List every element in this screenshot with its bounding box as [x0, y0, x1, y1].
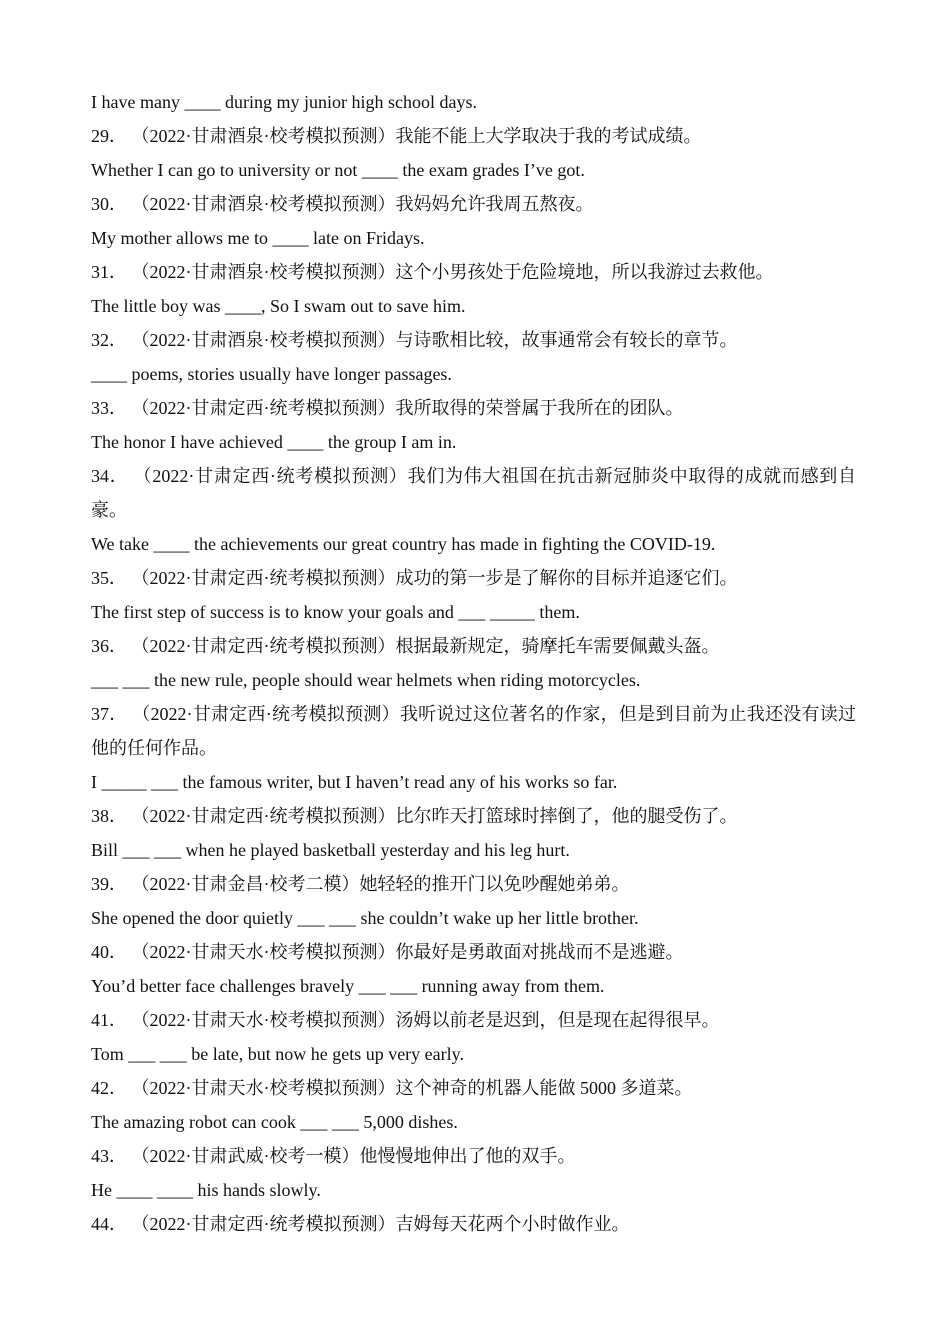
- question-source: （2022·甘肃定西·统考模拟预测）: [131, 568, 396, 588]
- question-chinese-text: 我能不能上大学取决于我的考试成绩。: [395, 126, 702, 146]
- answer-sentence: The little boy was ____, So I swam out to save him.: [91, 296, 466, 316]
- question-prompt: [91, 935, 856, 969]
- answer-sentence: I _____ ___ the famous writer, but I haven’t read any of his works so far.: [91, 772, 618, 792]
- question-chinese-text: 汤姆以前老是迟到，但是现在起得很早。: [395, 1010, 720, 1030]
- question-prompt: [91, 1003, 856, 1037]
- question-number: 31．: [91, 262, 127, 282]
- question-chinese-text: 我听说过这位著名的作家，但是到目前为止我还没有读过他的任何作品。: [91, 704, 857, 758]
- question-source: （2022·甘肃定西·统考模拟预测）: [133, 466, 408, 486]
- answer-sentence: She opened the door quietly ___ ___ she couldn’t wake up her little brother.: [91, 908, 639, 928]
- question-prompt: [91, 1207, 856, 1241]
- answer-sentence: ___ ___ the new rule, people should wear helmets when riding motorcycles.: [91, 670, 641, 690]
- question-number: 39．: [91, 874, 127, 894]
- question-source: （2022·甘肃天水·校考模拟预测）: [131, 1078, 396, 1098]
- question-chinese-text: 比尔昨天打篮球时摔倒了，他的腿受伤了。: [395, 806, 738, 826]
- question-chinese-text: 我所取得的荣誉属于我所在的团队。: [395, 398, 684, 418]
- question-prompt: [91, 187, 856, 221]
- question-chinese-text: 吉姆每天花两个小时做作业。: [395, 1214, 630, 1234]
- answer-sentence: The amazing robot can cook ___ ___ 5,000 dishes.: [91, 1112, 458, 1132]
- question-source: （2022·甘肃酒泉·校考模拟预测）: [131, 330, 396, 350]
- question-source: （2022·甘肃酒泉·校考模拟预测）: [131, 126, 396, 146]
- question-number: 33．: [91, 398, 127, 418]
- question-prompt: [91, 697, 856, 765]
- question-number: 29．: [91, 126, 127, 146]
- question-chinese-text: 我们为伟大祖国在抗击新冠肺炎中取得的成就而感到自豪。: [91, 466, 857, 520]
- answer-sentence: The honor I have achieved ____ the group I am in.: [91, 432, 457, 452]
- question-prompt: [91, 391, 856, 425]
- question-number: 42．: [91, 1078, 127, 1098]
- question-source: （2022·甘肃定西·统考模拟预测）: [131, 1214, 396, 1234]
- question-source: （2022·甘肃定西·统考模拟预测）: [131, 806, 396, 826]
- exercise-list: [91, 85, 856, 1241]
- question-chinese-text: 成功的第一步是了解你的目标并追逐它们。: [395, 568, 738, 588]
- question-prompt: [91, 799, 856, 833]
- question-prompt: [91, 255, 856, 289]
- question-source: （2022·甘肃天水·校考模拟预测）: [131, 1010, 396, 1030]
- question-chinese-text: 她轻轻的推开门以免吵醒她弟弟。: [359, 874, 630, 894]
- answer-sentence: My mother allows me to ____ late on Fridays.: [91, 228, 425, 248]
- question-chinese-text: 我妈妈允许我周五熬夜。: [395, 194, 594, 214]
- question-number: 32．: [91, 330, 127, 350]
- question-source: （2022·甘肃定西·统考模拟预测）: [131, 398, 396, 418]
- question-prompt: [91, 1139, 856, 1173]
- answer-sentence: Whether I can go to university or not ____ the exam grades I’ve got.: [91, 160, 585, 180]
- question-number: 30．: [91, 194, 127, 214]
- question-prompt: [91, 1071, 856, 1105]
- question-source: （2022·甘肃酒泉·校考模拟预测）: [131, 194, 396, 214]
- answer-sentence: We take ____ the achievements our great country has made in fighting the COVID-19.: [91, 534, 716, 554]
- question-source: （2022·甘肃天水·校考模拟预测）: [131, 942, 396, 962]
- question-source: （2022·甘肃金昌·校考二模）: [131, 874, 360, 894]
- question-chinese-text: 与诗歌相比较，故事通常会有较长的章节。: [395, 330, 738, 350]
- question-number: 43．: [91, 1146, 127, 1166]
- answer-sentence: You’d better face challenges bravely ___ ___ running away from them.: [91, 976, 605, 996]
- question-chinese-text: 你最好是勇敢面对挑战而不是逃避。: [395, 942, 684, 962]
- question-number: 38．: [91, 806, 127, 826]
- question-number: 36．: [91, 636, 127, 656]
- question-number: 34．: [91, 466, 129, 486]
- question-number: 37．: [91, 704, 128, 724]
- question-chinese-text: 这个神奇的机器人能做 5000 多道菜。: [395, 1078, 693, 1098]
- answer-sentence: Tom ___ ___ be late, but now he gets up very early.: [91, 1044, 464, 1064]
- question-number: 41．: [91, 1010, 127, 1030]
- question-prompt: [91, 459, 856, 527]
- question-number: 40．: [91, 942, 127, 962]
- question-source: （2022·甘肃武威·校考一模）: [131, 1146, 360, 1166]
- question-chinese-text: 这个小男孩处于危险境地，所以我游过去救他。: [395, 262, 774, 282]
- question-chinese-text: 他慢慢地伸出了他的双手。: [359, 1146, 576, 1166]
- answer-sentence: I have many ____ during my junior high school days.: [91, 92, 477, 112]
- question-source: （2022·甘肃定西·统考模拟预测）: [132, 704, 400, 724]
- question-number: 35．: [91, 568, 127, 588]
- question-prompt: [91, 323, 856, 357]
- question-prompt: [91, 119, 856, 153]
- question-source: （2022·甘肃定西·统考模拟预测）: [131, 636, 396, 656]
- answer-sentence: He ____ ____ his hands slowly.: [91, 1180, 321, 1200]
- question-prompt: [91, 561, 856, 595]
- answer-sentence: The first step of success is to know your goals and ___ _____ them.: [91, 602, 580, 622]
- answer-sentence: ____ poems, stories usually have longer passages.: [91, 364, 452, 384]
- question-source: （2022·甘肃酒泉·校考模拟预测）: [131, 262, 396, 282]
- question-chinese-text: 根据最新规定，骑摩托车需要佩戴头盔。: [395, 636, 720, 656]
- question-prompt: [91, 867, 856, 901]
- question-prompt: [91, 629, 856, 663]
- question-number: 44．: [91, 1214, 127, 1234]
- answer-sentence: Bill ___ ___ when he played basketball yesterday and his leg hurt.: [91, 840, 570, 860]
